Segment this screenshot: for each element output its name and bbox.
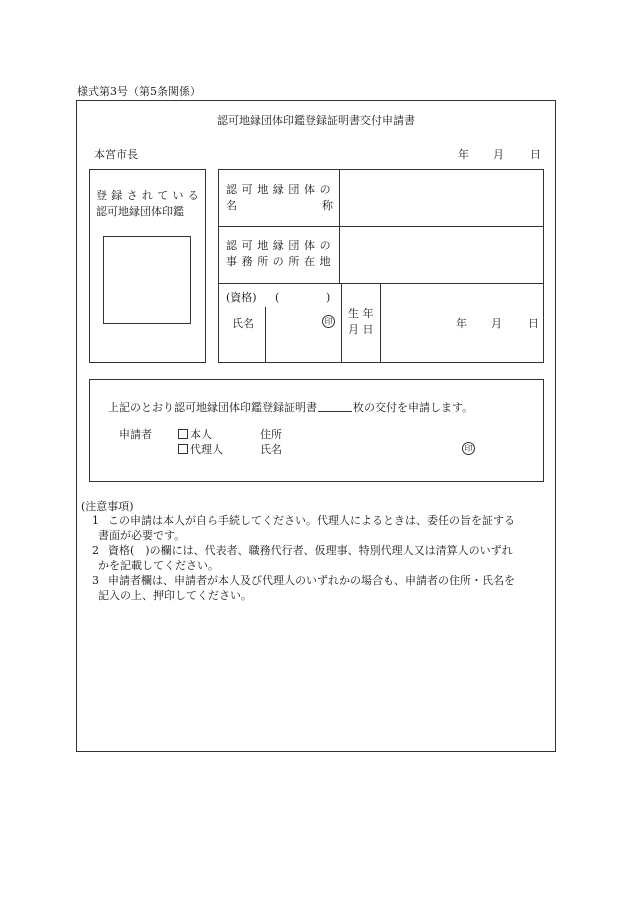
registered-seal-label (96, 188, 203, 220)
applicant-address-field[interactable] (290, 425, 530, 439)
addressee: 本宮市長 (94, 148, 138, 161)
notes-heading: (注意事項) (81, 500, 134, 513)
qualification-field[interactable] (285, 287, 323, 305)
seal-impression-area[interactable] (103, 236, 191, 324)
org-name-label-line1: 認可地縁団体の (226, 183, 336, 196)
form-number-label: 様式第3号（第5条関係） (77, 85, 201, 98)
date-month-label: 月 (493, 148, 504, 161)
birth-year-label: 年 (456, 317, 467, 330)
representative-name-label: 氏名 (232, 317, 254, 330)
form-title: 認可地縁団体印鑑登録証明書交付申請書 (217, 114, 415, 127)
date-year-label: 年 (458, 148, 469, 161)
option-agent[interactable] (178, 442, 223, 458)
table-divider (218, 226, 544, 227)
note-item (92, 544, 550, 573)
org-name-field[interactable] (341, 171, 541, 225)
table-divider (265, 307, 266, 363)
note-text-line1: 資格( )の欄には、代表者、職務代行者、仮理事、特別代理人又は清算人のいずれ (108, 544, 513, 557)
org-address-label-line1: 認可地縁団体の (226, 239, 336, 252)
org-name-label-char1: 名 (226, 199, 237, 212)
org-address-label-line2: 事務所の所在地 (226, 255, 336, 268)
note-text-line2: かを記載してください。 (98, 558, 219, 572)
qualification-label: (資格) (226, 291, 257, 304)
table-divider (380, 283, 381, 363)
seal-label-line2: 認可地縁団体印鑑 (96, 205, 184, 218)
date-day-label: 日 (530, 148, 541, 161)
note-text-line2: 記入の上、押印してください。 (98, 588, 252, 602)
checkbox-icon[interactable] (178, 444, 188, 454)
table-divider (341, 283, 342, 363)
option-self-label: 本人 (190, 428, 212, 441)
representative-name-field[interactable] (267, 309, 317, 359)
org-name-label-char2: 称 (322, 199, 333, 212)
request-text-after: 枚の交付を申請します。 (353, 401, 474, 414)
seal-stamp-icon: 印 (322, 315, 335, 328)
applicant-name-field[interactable] (290, 440, 455, 454)
note-item (92, 514, 550, 543)
birth-date-label (348, 306, 374, 338)
org-name-label (226, 182, 335, 214)
request-text-before: 上記のとおり認可地縁団体印鑑登録証明書 (108, 401, 317, 414)
org-address-label (226, 238, 335, 270)
note-text-line1: この申請は本人が自ら手続してください。代理人によるときは、委任の旨を証する (108, 514, 515, 527)
checkbox-icon[interactable] (178, 429, 188, 439)
note-text-line2: 書面が必要です。 (98, 528, 186, 542)
note-number: 1 (92, 514, 99, 527)
applicant-label: 申請者 (119, 428, 152, 441)
copies-count-field[interactable] (318, 401, 352, 412)
note-number: 3 (92, 574, 99, 587)
note-text-line1: 申請者欄は、申請者が本人及び代理人のいずれかの場合も、申請者の住所・氏名を (108, 574, 515, 587)
applicant-address-label: 住所 (260, 428, 282, 441)
birth-month-label: 月 (491, 317, 502, 330)
birth-date-label-line1: 生 年 (348, 307, 374, 320)
request-statement (108, 399, 473, 415)
qualification-paren-close: ) (326, 291, 331, 304)
qualification-paren-open: ( (275, 291, 280, 304)
birth-day-label: 日 (528, 317, 539, 330)
birth-date-field[interactable] (382, 286, 540, 360)
option-self[interactable] (178, 427, 212, 443)
note-number: 2 (92, 544, 99, 557)
table-divider (218, 283, 544, 284)
option-agent-label: 代理人 (190, 443, 223, 456)
seal-label-line1: 登録されている (96, 189, 204, 202)
org-address-field[interactable] (341, 228, 541, 282)
birth-date-label-line2: 月 日 (348, 323, 374, 336)
note-item (92, 574, 550, 603)
applicant-name-label: 氏名 (260, 443, 282, 456)
seal-stamp-icon: 印 (462, 442, 475, 455)
